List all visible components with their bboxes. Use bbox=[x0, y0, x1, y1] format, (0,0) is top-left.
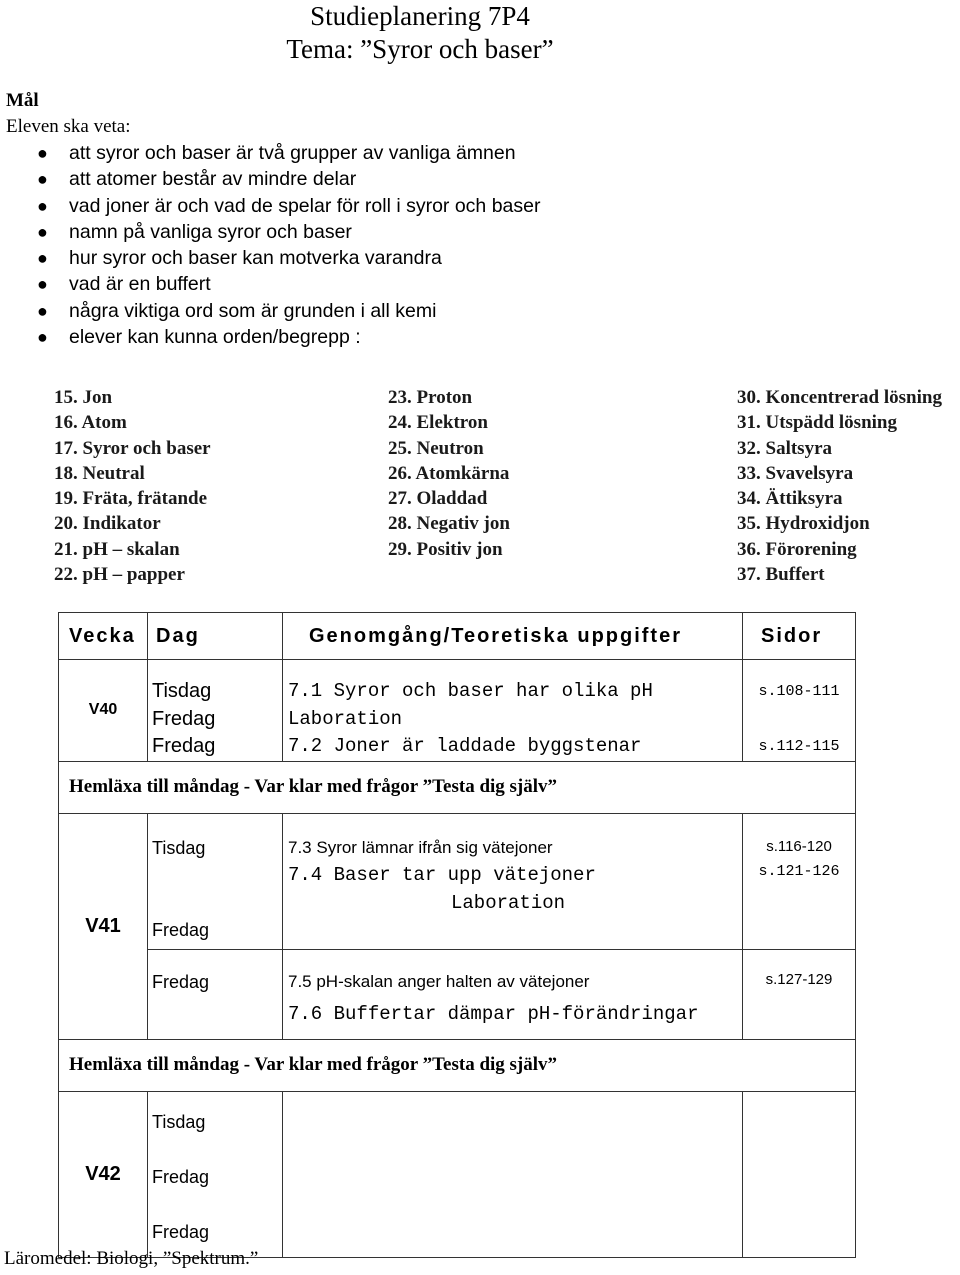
pages-label: s.121-126 bbox=[758, 862, 840, 880]
term-item: 16. Atom bbox=[54, 412, 127, 434]
goals-heading: Mål bbox=[6, 90, 39, 111]
topic-label: 7.2 Joner är laddade byggstenar bbox=[288, 735, 642, 757]
title-line-1: Studieplanering 7P4 bbox=[310, 1, 530, 31]
week-row-v40 bbox=[59, 660, 856, 762]
goals-intro: Eleven ska veta: bbox=[6, 116, 131, 137]
goal-item: ● hur syror och baser kan motverka varandra bbox=[37, 247, 442, 270]
pages-cell bbox=[743, 949, 856, 1039]
week-label: V40 bbox=[59, 660, 148, 762]
topic-label: Laboration bbox=[451, 891, 566, 914]
day-label: Fredag bbox=[152, 735, 216, 757]
pages-cell bbox=[743, 660, 856, 762]
bullet-icon: ● bbox=[37, 248, 48, 269]
term-item: 24. Elektron bbox=[388, 412, 488, 434]
homework-row bbox=[59, 761, 856, 813]
day-label: Tisdag bbox=[152, 837, 206, 858]
term-item: 28. Negativ jon bbox=[388, 513, 510, 535]
goal-item: ● några viktiga ord som är grunden i all kemi bbox=[37, 299, 437, 322]
schedule-header-row bbox=[59, 613, 856, 660]
header-week: Vecka bbox=[59, 613, 148, 660]
topic-cell bbox=[283, 949, 743, 1039]
header-pages: Sidor bbox=[743, 613, 856, 660]
day-label: Tisdag bbox=[152, 1111, 206, 1132]
pages-cell bbox=[743, 1091, 856, 1257]
homework-note: Hemläxa till måndag - Var klar med frågor ”Testa dig själv” bbox=[59, 1039, 856, 1091]
bullet-icon: ● bbox=[37, 195, 48, 216]
week-row-v42 bbox=[59, 1091, 856, 1257]
topic-label: 7.1 Syror och baser har olika pH bbox=[288, 680, 653, 702]
topic-label: 7.3 Syror lämnar ifrån sig vätejoner bbox=[288, 837, 553, 857]
bullet-icon: ● bbox=[37, 169, 48, 190]
pages-label: s.108-111 bbox=[758, 683, 840, 700]
goal-item: ● att atomer består av mindre delar bbox=[37, 168, 357, 191]
goal-item: ● vad joner är och vad de spelar för roll i syror och baser bbox=[37, 194, 541, 217]
goal-item: ● vad är en buffert bbox=[37, 273, 211, 296]
term-item: 18. Neutral bbox=[54, 462, 145, 484]
term-item: 31. Utspädd lösning bbox=[737, 412, 897, 434]
pages-label: s.112-115 bbox=[758, 738, 840, 755]
topic-label: Laboration bbox=[288, 707, 403, 730]
week-label: V41 bbox=[59, 813, 148, 1039]
day-cell bbox=[148, 949, 283, 1039]
day-label: Fredag bbox=[152, 919, 210, 940]
header-topic: Genomgång/Teoretiska uppgifter bbox=[283, 613, 743, 660]
term-item: 26. Atomkärna bbox=[388, 462, 510, 484]
header-day: Dag bbox=[148, 613, 283, 660]
term-item: 33. Svavelsyra bbox=[737, 462, 854, 484]
day-label: Tisdag bbox=[152, 680, 212, 702]
bullet-icon: ● bbox=[37, 221, 48, 242]
term-item: 37. Buffert bbox=[737, 564, 825, 586]
term-item: 25. Neutron bbox=[388, 437, 484, 459]
bullet-icon: ● bbox=[37, 327, 48, 348]
term-item: 21. pH – skalan bbox=[54, 538, 180, 560]
term-item: 29. Positiv jon bbox=[388, 538, 503, 560]
topic-label: 7.5 pH-skalan anger halten av vätejoner bbox=[288, 971, 590, 991]
goals-list bbox=[0, 140, 540, 350]
bullet-icon: ● bbox=[37, 300, 48, 321]
goal-item: ● att syror och baser är två grupper av vanliga ämnen bbox=[37, 142, 516, 164]
footer-note: Läromedel: Biologi, ”Spektrum.” bbox=[4, 1248, 259, 1269]
day-cell bbox=[148, 660, 283, 762]
term-item: 15. Jon bbox=[54, 387, 113, 408]
term-item: 22. pH – papper bbox=[54, 564, 185, 586]
term-item: 19. Fräta, frätande bbox=[54, 488, 208, 510]
term-item: 20. Indikator bbox=[54, 513, 161, 535]
title-line-2: Tema: ”Syror och baser” bbox=[286, 34, 554, 64]
term-item: 32. Saltsyra bbox=[737, 437, 832, 459]
term-item: 30. Koncentrerad lösning bbox=[737, 387, 942, 408]
term-item: 36. Förorening bbox=[737, 538, 857, 560]
day-label: Fredag bbox=[152, 1221, 210, 1242]
term-item: 17. Syror och baser bbox=[54, 437, 211, 459]
week-row-v41 bbox=[59, 813, 856, 949]
pages-label: s.116-120 bbox=[766, 837, 832, 855]
day-cell bbox=[148, 813, 283, 949]
pages-label bbox=[743, 706, 855, 734]
term-item: 35. Hydroxidjon bbox=[737, 513, 870, 535]
schedule-table bbox=[58, 612, 856, 1258]
week-row-v41-b bbox=[59, 949, 856, 1039]
term-item: 23. Proton bbox=[388, 387, 473, 408]
homework-row bbox=[59, 1039, 856, 1091]
pages-label: s.127-129 bbox=[765, 970, 833, 988]
bullet-icon: ● bbox=[37, 143, 48, 163]
topic-cell bbox=[283, 813, 743, 949]
pages-cell bbox=[743, 813, 856, 949]
day-cell bbox=[148, 1091, 283, 1257]
term-item: 27. Oladdad bbox=[388, 488, 488, 510]
goal-item: ● elever kan kunna orden/begrepp : bbox=[37, 326, 361, 349]
terms-column-3 bbox=[737, 385, 960, 587]
bullet-icon: ● bbox=[37, 274, 48, 295]
day-label: Fredag bbox=[152, 971, 210, 992]
homework-note: Hemläxa till måndag - Var klar med frågor ”Testa dig själv” bbox=[59, 761, 856, 813]
terms-column-1 bbox=[54, 385, 211, 587]
day-label: Fredag bbox=[152, 1166, 210, 1187]
topic-label: 7.4 Baser tar upp vätejoner bbox=[288, 863, 596, 886]
topic-cell bbox=[283, 660, 743, 762]
day-label: Fredag bbox=[152, 707, 216, 730]
week-label: V42 bbox=[59, 1091, 148, 1257]
goal-item: ● namn på vanliga syror och baser bbox=[37, 220, 352, 243]
term-item: 34. Ättiksyra bbox=[737, 488, 843, 510]
topic-label: 7.6 Buffertar dämpar pH-förändringar bbox=[288, 1002, 699, 1025]
terms-column-2 bbox=[388, 385, 510, 562]
topic-cell bbox=[283, 1091, 743, 1257]
